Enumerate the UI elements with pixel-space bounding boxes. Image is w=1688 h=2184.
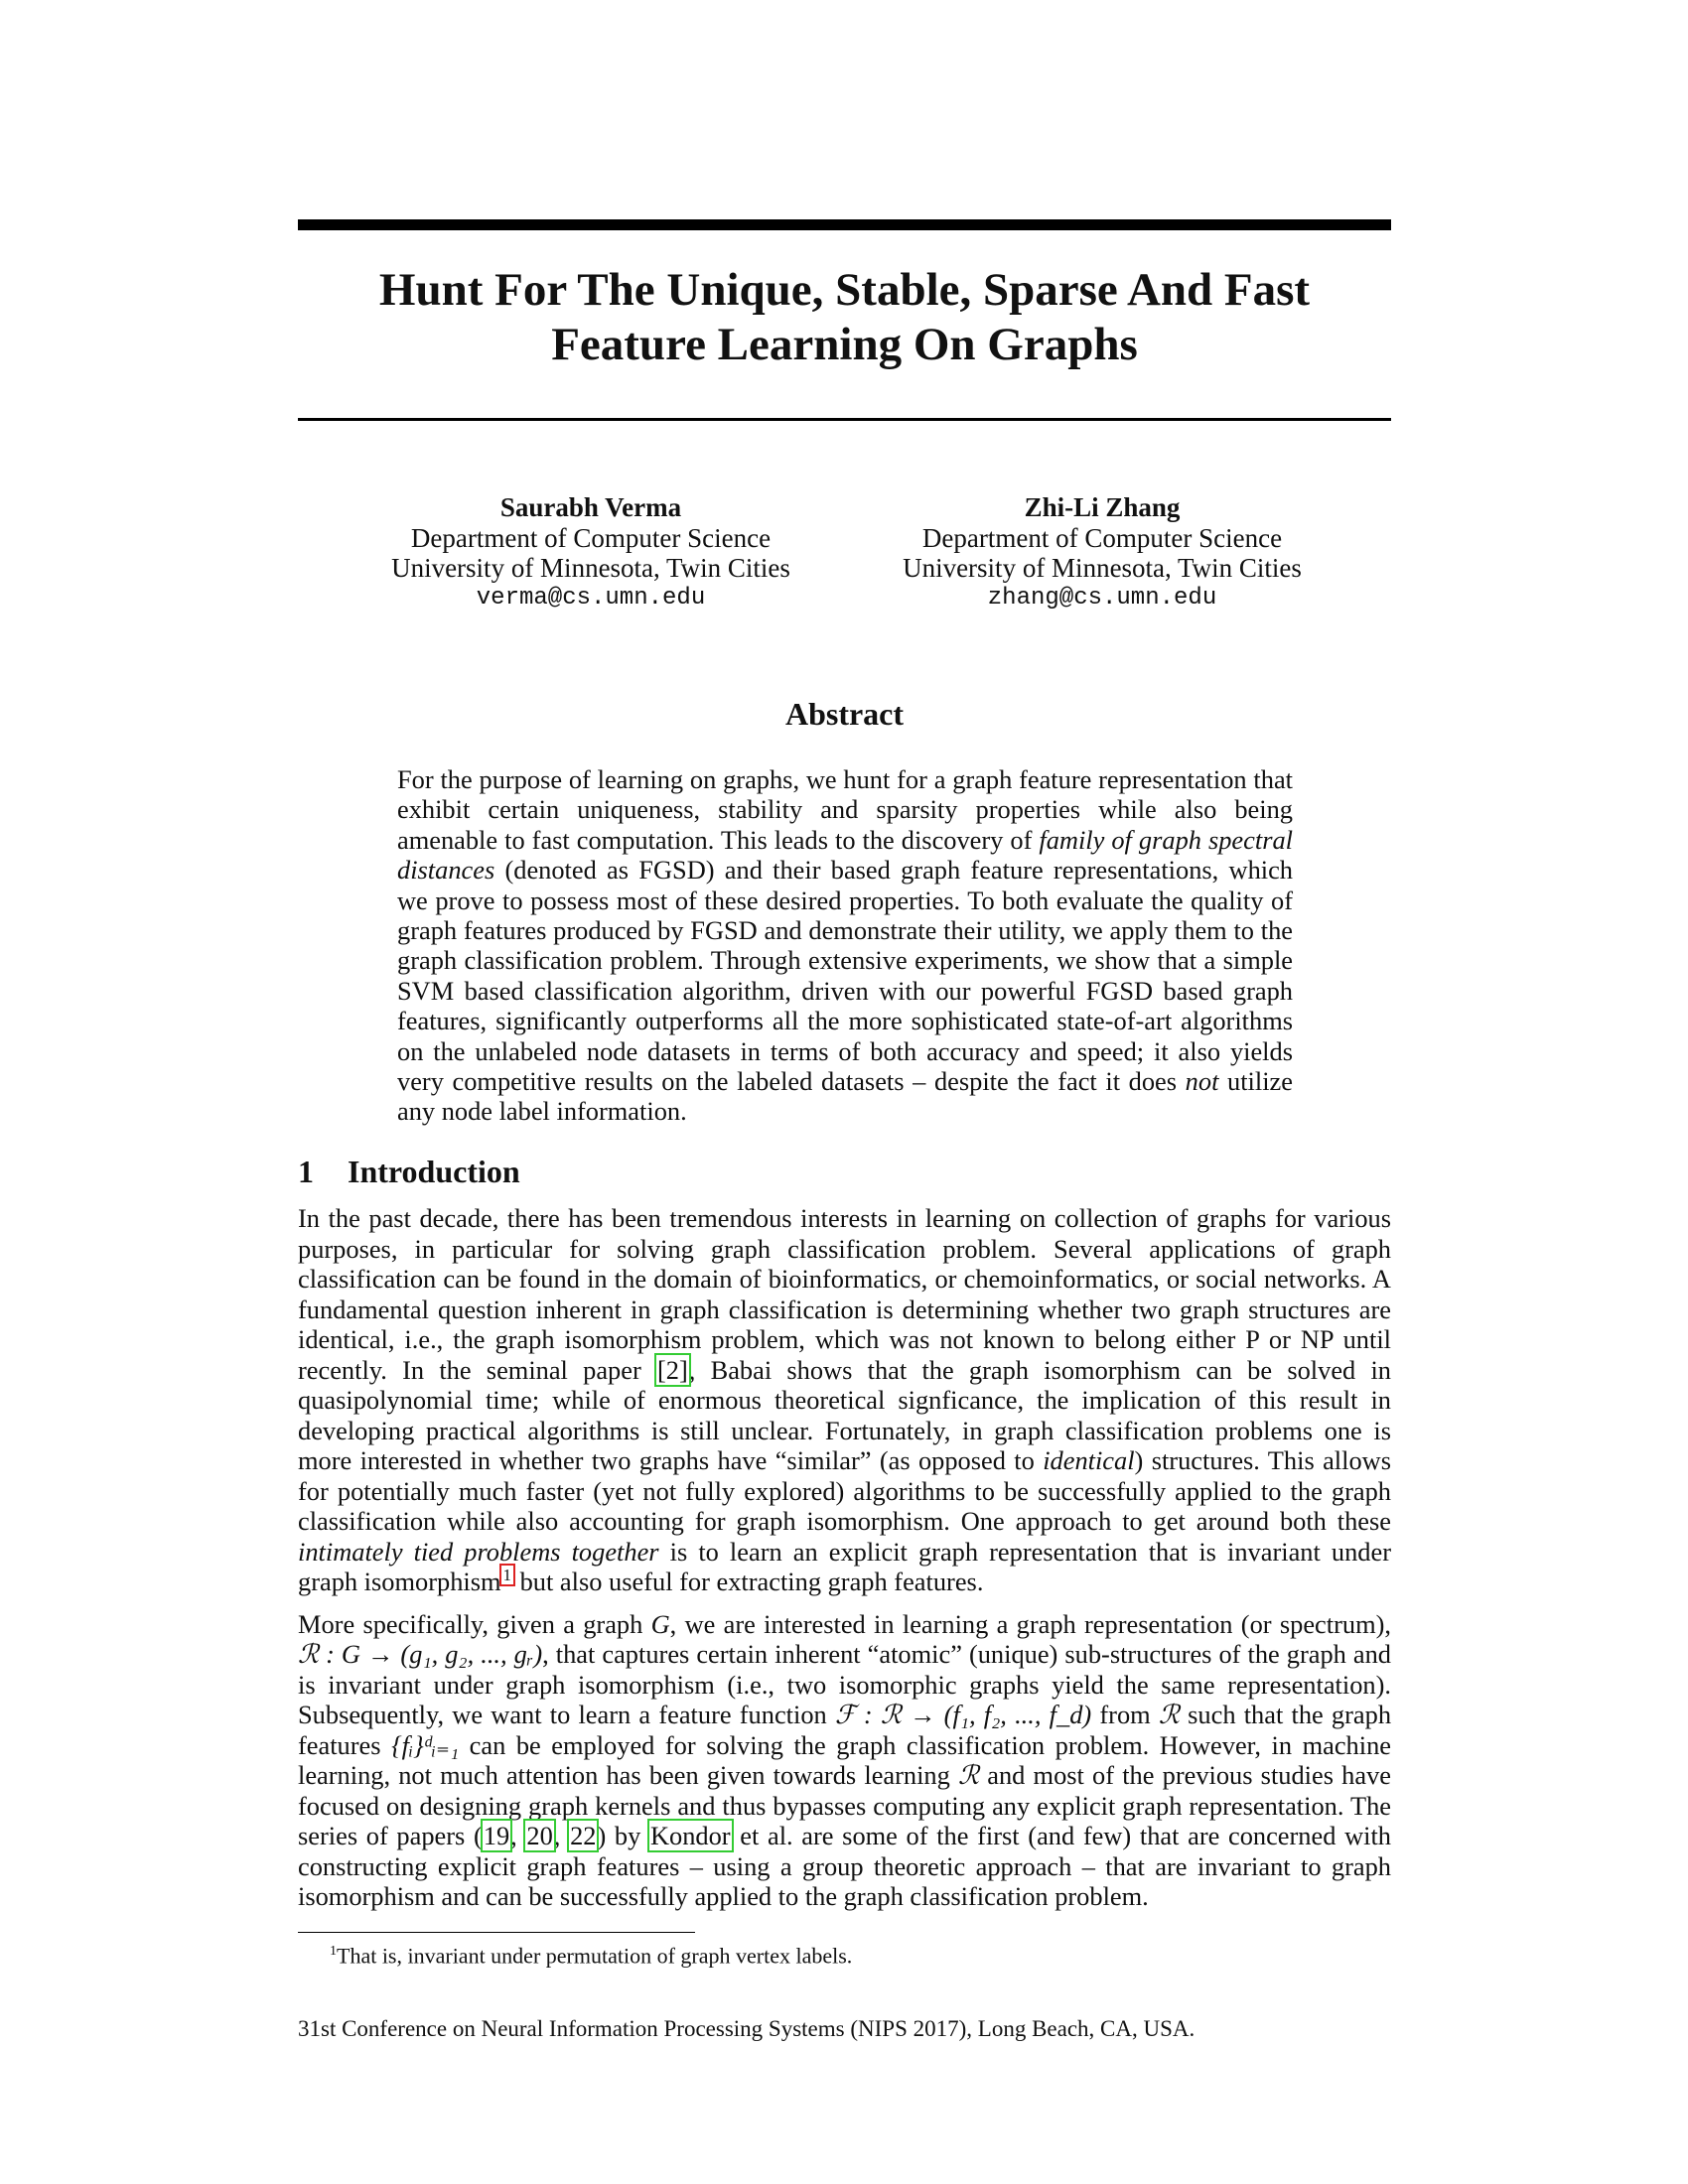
math-inline: ℛ (1158, 1700, 1180, 1729)
fgsd-acronym: FGSD (690, 915, 758, 946)
title-top-rule (298, 219, 1391, 230)
math-inline: {fᵢ}ᵈᵢ₌₁ (391, 1729, 460, 1760)
section-title: Introduction (348, 1154, 520, 1189)
author-univ: University of Minnesota, Twin Cities (903, 553, 1302, 583)
author-dept: Department of Computer Science (921, 522, 1283, 553)
abstract-body (397, 764, 1293, 1127)
paragraph-text: but also useful for extracting graph features. (513, 1567, 984, 1596)
paragraph-text: et al. are some of the first (and few) that are concerned with constructing explicit graph features – using a group theoretic approach – that are invariant to graph isomorphism and can be successfully applied to the graph classification problem. (298, 1821, 1391, 1911)
author-1 (333, 492, 849, 614)
section-heading-introduction (298, 1153, 520, 1190)
intro-paragraph-1 (298, 1203, 1391, 1597)
abstract-emphasis: family of graph spectral distances (397, 824, 1293, 886)
fgsd-acronym: FGSD (638, 855, 706, 886)
paragraph-text: , (510, 1821, 526, 1850)
paragraph-text: and most of the previous studies have focused on designing graph kernels and thus bypasses computing any explicit graph representation. The series of papers ( (298, 1760, 1391, 1850)
title-bottom-rule (298, 418, 1391, 421)
citation-link[interactable]: 22 (570, 1821, 597, 1850)
abstract-heading: Abstract (784, 696, 905, 732)
paragraph-text: is to learn an explicit graph representation that is invariant under graph isomorphism (298, 1536, 1391, 1596)
paper-title (298, 263, 1391, 372)
conference-note: 31st Conference on Neural Information Processing Systems (NIPS 2017), Long Beach, CA, USA. (298, 2016, 1196, 2041)
math-inline: ℛ : G → (g₁, g₂, ..., gᵣ) (298, 1639, 543, 1669)
paragraph-text: from (1091, 1700, 1159, 1729)
citation-link[interactable]: Kondor (649, 1821, 731, 1850)
abstract-emphasis: not (1185, 1066, 1219, 1097)
math-inline: ℛ (958, 1760, 980, 1790)
paragraph-text: can be employed for solving the graph classification problem. However, in machine learning, not much attention has been given towards learning (298, 1729, 1391, 1790)
footnote-mark: 1 (330, 1944, 337, 1959)
abstract-text: For the purpose of learning on graphs, we hunt for a graph feature representation that exhibit certain uniqueness, stability and sparsity properties while also being amenable to fast computation. This leads to the discovery of (397, 764, 1293, 855)
author-email[interactable]: zhang@cs.umn.edu (987, 584, 1217, 612)
author-email[interactable]: verma@cs.umn.edu (476, 584, 706, 612)
abstract-text: ) and their based graph feature representations, which we prove to possess most of these desired properties. To both evaluate the quality of graph features produced by (397, 855, 1294, 946)
math-inline: ℱ : ℛ → (f₁, f₂, ..., f_d) (834, 1700, 1092, 1729)
author-univ: University of Minnesota, Twin Cities (391, 553, 790, 583)
abstract-text: utilize any node label information. (397, 1066, 1293, 1127)
paragraph-text: , Babai shows that the graph isomorphism can be solved in quasipolynomial time; while of enormous theoretical signficance, the implication of this result in developing practical algorithms is still unclear. Fortunately, in graph classification problems one is more interested in whether two graphs have “similar” (as opposed to (298, 1354, 1391, 1475)
citation-link[interactable]: 20 (526, 1821, 553, 1850)
intro-paragraph-2 (298, 1609, 1391, 1912)
citation-link[interactable]: [2] (656, 1354, 688, 1385)
footnote (330, 1938, 852, 1970)
introduction-body (298, 1203, 1391, 1924)
fgsd-acronym: FGSD (1085, 975, 1154, 1006)
paragraph-text: ) by (597, 1821, 649, 1850)
paragraph-text: ) structures. This allows for potentially much faster (yet not fully explored) algorithms to be successfully applied to the graph classification while also accounting for graph isomorphism. One approach to get around both these (298, 1445, 1391, 1536)
paragraph-text: , we are interested in learning a graph representation (or spectrum), (669, 1608, 1391, 1639)
paragraph-text: , (553, 1821, 570, 1850)
paragraph-text: such that the graph features (298, 1700, 1392, 1760)
citation-link[interactable]: 19 (483, 1821, 510, 1850)
math-inline: G (650, 1608, 670, 1639)
abstract-text: based graph features, significantly outperforms all the more sophisticated state-of-art algorithms on the unlabeled node datasets in terms of both accuracy and speed; it also yields very competitive results on the labeled datasets – despite the fact it does (397, 975, 1294, 1097)
author-dept: Department of Computer Science (410, 522, 772, 553)
footnote-text: That is, invariant under permutation of graph vertex labels. (337, 1943, 853, 1969)
author-name: Zhi-Li Zhang (1024, 492, 1181, 522)
section-number: 1 (298, 1154, 314, 1189)
abstract-text: (denoted as (494, 855, 639, 886)
abstract-text: and demonstrate their utility, we apply them to the graph classification problem. Through extensive experiments, we show that a simple SVM based classification algorithm, driven with our powerful (397, 915, 1293, 1006)
paragraph-text: , that captures certain inherent “atomic” (unique) sub-structures of the graph and is invariant under graph isomorphism (i.e., two isomorphic graphs yield the same representation). Subsequently, we want to learn a feature function (298, 1639, 1391, 1729)
title-line-2: Feature Learning On Graphs (551, 319, 1138, 370)
footnote-rule (298, 1932, 695, 1933)
emphasis-text: identical (1043, 1445, 1135, 1475)
emphasis-text: intimately tied problems together (298, 1536, 659, 1567)
author-name: Saurabh Verma (499, 492, 682, 522)
title-line-1: Hunt For The Unique, Stable, Sparse And Fast (378, 264, 1311, 316)
paragraph-text: In the past decade, there has been tremendous interests in learning on collection of graphs for various purposes, in particular for solving graph classification problem. Several applications of graph classification can be found in the domain of bioinformatics, or chemoinformatics, or social networks. A fundamental question inherent in graph classification is determining whether two graph structures are identical, i.e., the graph isomorphism problem, which was not known to belong either P or NP until recently. In the seminal paper (298, 1203, 1391, 1385)
paragraph-text: More specifically, given a graph (298, 1608, 651, 1639)
author-2 (844, 492, 1360, 614)
footnote-link[interactable]: 1 (502, 1566, 512, 1585)
